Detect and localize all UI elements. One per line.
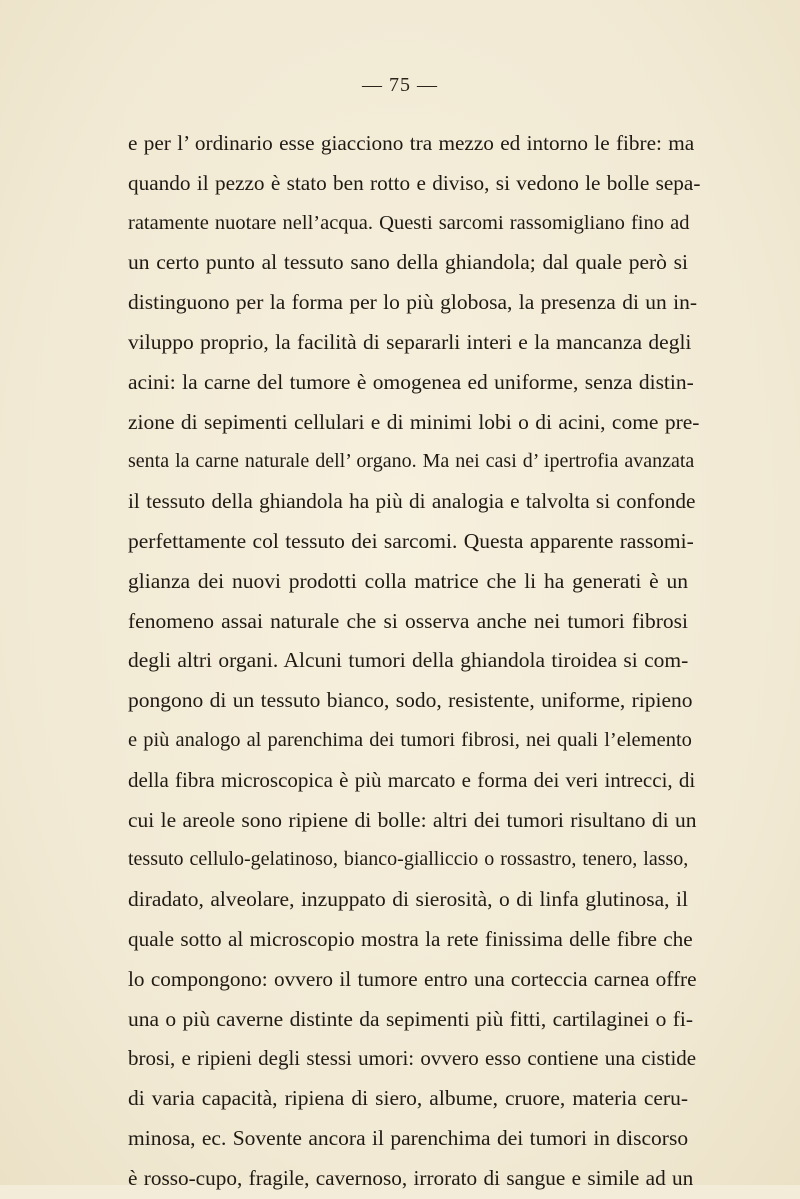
text-line: brosi, e ripieni degli stessi umori: ovvero esso contiene una cistide [128, 1046, 697, 1071]
text-line: lo compongono: ovvero il tumore entro una corteccia carnea offre [128, 966, 697, 991]
text-line: il tessuto della ghiandola ha più di analogia e talvolta si confonde [128, 489, 696, 514]
text-line: pongono di un tessuto bianco, sodo, resistente, uniforme, ripieno [128, 688, 693, 713]
text-line: zione di sepimenti cellulari e di minimi lobi o di acini, come pre- [128, 409, 700, 434]
text-line: tessuto cellulo-gelatinoso, bianco-gialliccio o rossastro, tenero, lasso, [128, 848, 689, 871]
text-line: cui le areole sono ripiene di bolle: altri dei tumori risultano di un [128, 807, 697, 832]
text-line: ratamente nuotare nell’acqua. Questi sarcomi rassomigliano fino ad [128, 211, 690, 234]
text-line: perfettamente col tessuto dei sarcomi. Questa apparente rassomi- [128, 528, 694, 553]
text-line: fenomeno assai naturale che si osserva anche nei tumori fibrosi [128, 608, 688, 633]
text-line: viluppo proprio, la facilità di separarli interi e la mancanza degli [128, 329, 692, 354]
text-line: acini: la carne del tumore è omogenea ed uniforme, senza distin- [128, 369, 694, 394]
text-line: una o più caverne distinte da sepimenti più fitti, cartilaginei o fi- [128, 1006, 694, 1031]
text-line: degli altri organi. Alcuni tumori della ghiandola tiroidea si com- [128, 648, 689, 673]
text-line: glianza dei nuovi prodotti colla matrice che li ha generati è un [128, 568, 688, 593]
text-line: distinguono per la forma per lo più globosa, la presenza di un in- [128, 290, 698, 315]
body-text [128, 124, 701, 1199]
text-line: minosa, ec. Sovente ancora il parenchima dei tumori in discorso [128, 1125, 689, 1150]
text-line: un certo punto al tessuto sano della ghiandola; dal quale però si [128, 250, 688, 275]
text-line: senta la carne naturale dell’ organo. Ma nei casi d’ ipertrofia avanzata [128, 450, 695, 473]
text-line: e per l’ ordinario esse giacciono tra mezzo ed intorno le fibre: ma [128, 131, 695, 155]
text-line: è rosso-cupo, fragile, cavernoso, irrorato di sangue e simile ad un [128, 1165, 694, 1190]
text-line: di varia capacità, ripiena di siero, albume, cruore, materia ceru- [128, 1086, 688, 1111]
text-line: diradato, alveolare, inzuppato di sierosità, o di linfa glutinosa, il [128, 887, 688, 912]
text-line: della fibra microscopica è più marcato e forma dei veri intrecci, di [128, 767, 696, 792]
text-line: quando il pezzo è stato ben rotto e diviso, si vedono le bolle sepa- [128, 170, 701, 195]
page-number: — 75 — [362, 74, 438, 96]
text-line: quale sotto al microscopio mostra la rete finissima delle fibre che [128, 926, 693, 951]
text-line: e più analogo al parenchima dei tumori fibrosi, nei quali l’elemento [128, 728, 692, 751]
